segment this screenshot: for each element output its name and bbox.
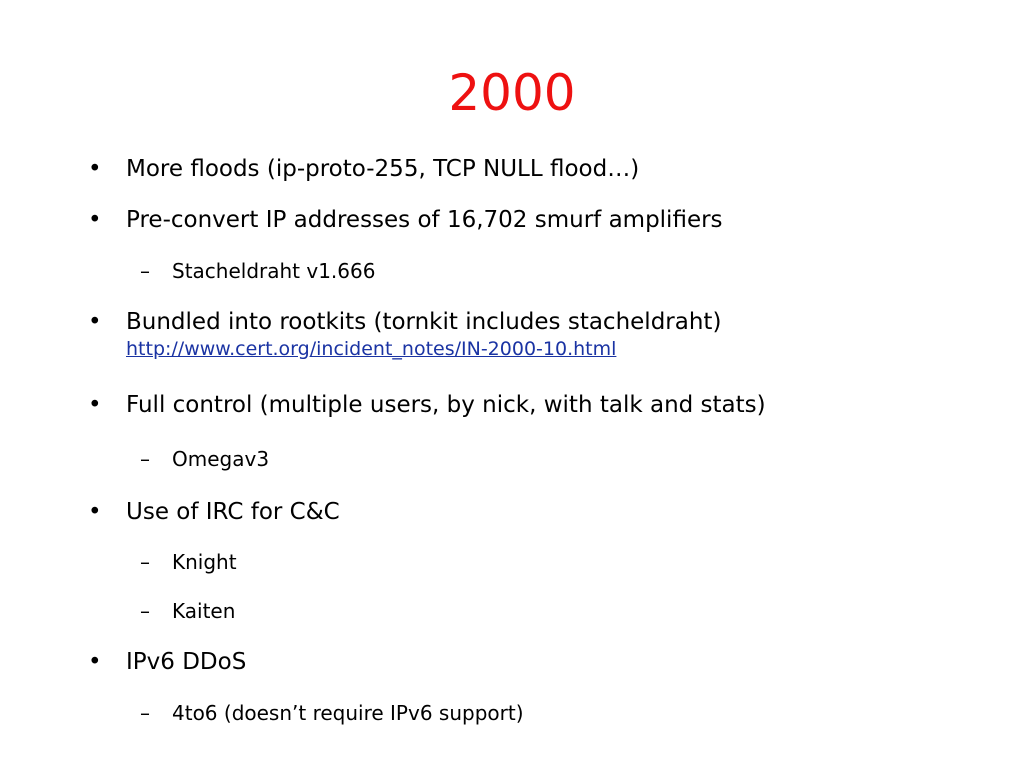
bullet-text: Use of IRC for C&C xyxy=(126,499,340,525)
sub-bullet-text: 4to6 (doesn’t require IPv6 support) xyxy=(172,701,524,725)
bullet-icon: • xyxy=(88,499,102,525)
dash-icon: – xyxy=(140,259,150,283)
bullet-text: IPv6 DDoS xyxy=(126,649,247,675)
dash-icon: – xyxy=(140,447,150,471)
dash-icon: – xyxy=(140,599,150,623)
bullet-icon: • xyxy=(88,207,102,233)
bullet-icon: • xyxy=(88,392,102,418)
dash-icon: – xyxy=(140,701,150,725)
bullet-text: More floods (ip-proto-255, TCP NULL flood…) xyxy=(126,156,640,182)
bullet-icon: • xyxy=(88,649,102,675)
bullet-text: Full control (multiple users, by nick, with talk and stats) xyxy=(126,392,766,418)
bullet-text: Pre-convert IP addresses of 16,702 smurf amplifiers xyxy=(126,207,723,233)
sub-bullet-text: Stacheldraht v1.666 xyxy=(172,259,376,283)
bullet-text: Bundled into rootkits (tornkit includes stacheldraht) xyxy=(126,309,722,335)
dash-icon: – xyxy=(140,550,150,574)
sub-bullet-text: Knight xyxy=(172,550,237,574)
sub-bullet-text: Omegav3 xyxy=(172,447,270,471)
sub-bullet-text: Kaiten xyxy=(172,599,236,623)
bullet-icon: • xyxy=(88,156,102,182)
bullet-icon: • xyxy=(88,309,102,335)
slide-title: 2000 xyxy=(448,64,576,122)
cert-incident-link[interactable]: http://www.cert.org/incident_notes/IN-2000-10.html xyxy=(126,338,617,360)
